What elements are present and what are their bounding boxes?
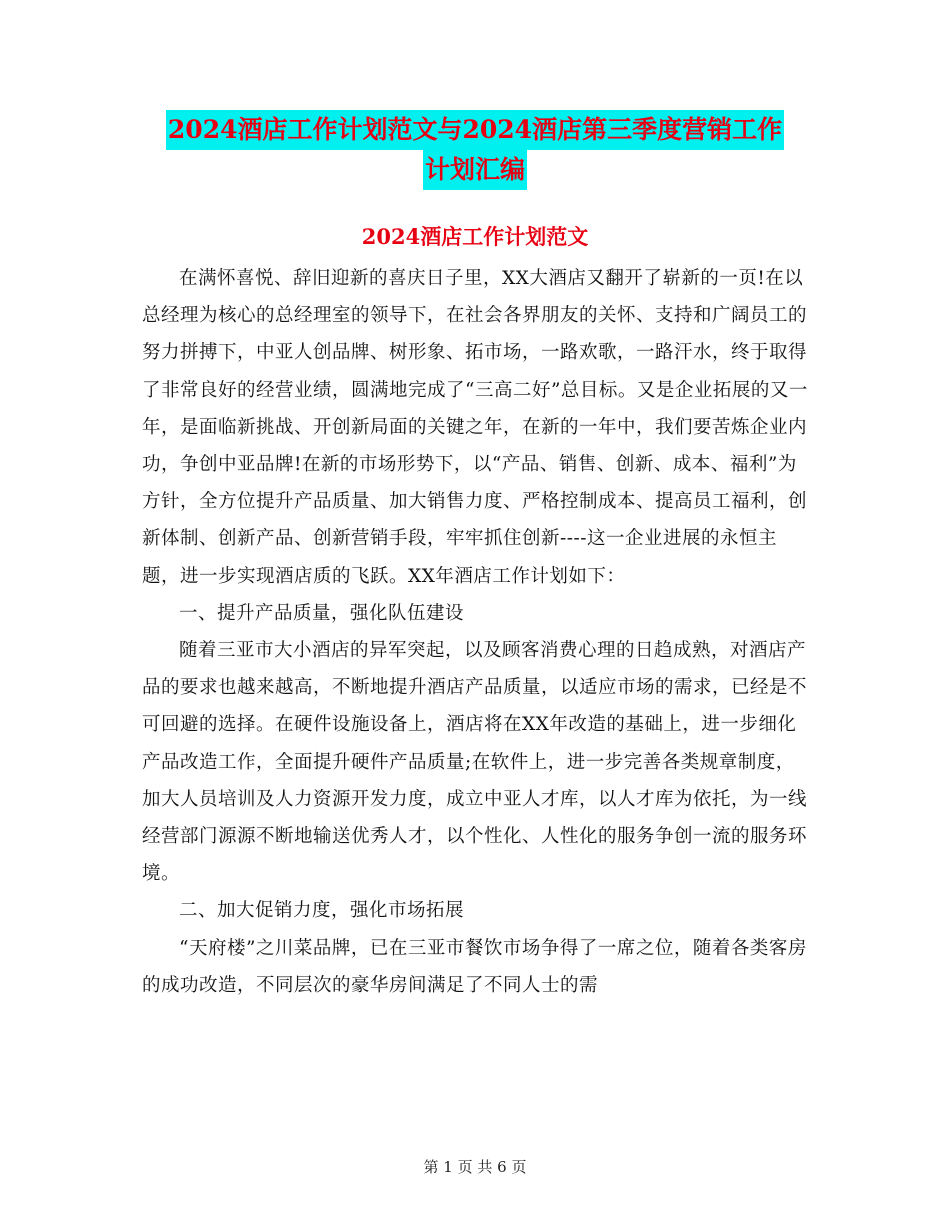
document-title [0,110,950,190]
document-title-line-1: 2024酒店工作计划范文与2024酒店第三季度营销工作 [166,110,784,150]
paragraph-intro: 在满怀喜悦、辞旧迎新的喜庆日子里，XX大酒店又翻开了崭新的一页!在以总经理为核心的总经理室的领导下，在社会各界朋友的关怀、支持和广阔员工的努力拼搏下，中亚人创品牌、树形象、拓市场，一路欢歌，一路汗水，终于取得了非常良好的经营业绩，圆满地完成了“三高二好”总目标。又是企业拓展的又一年，是面临新挑战、开创新局面的关键之年，在新的一年中，我们要苦炼企业内功，争创中亚品牌!在新的市场形势下，以“产品、销售、创新、成本、福利”为方针，全方位提升产品质量、加大销售力度、严格控制成本、提高员工福利，创新体制、创新产品、创新营销手段，牢牢抓住创新----这一企业进展的永恒主题，进一步实现酒店质的飞跃。XX年酒店工作计划如下： [142,268,808,587]
document-body [142,260,812,1004]
document-title-line-2: 计划汇编 [423,150,527,190]
heading-two: 二、加大促销力度，强化市场拓展 [179,900,465,922]
section-title: 2024酒店工作计划范文 [361,224,589,249]
page-number-footer: 第 1 页 共 6 页 [423,1158,527,1176]
paragraph-promotion: “天府楼”之川菜品牌，已在三亚市餐饮市场争得了一席之位，随着各类客房的成功改造，不同层次的豪华房间满足了不同人士的需 [142,937,807,996]
heading-one: 一、提升产品质量，强化队伍建设 [179,602,465,624]
paragraph-quality: 随着三亚市大小酒店的异军突起，以及顾客消费心理的日趋成熟，对酒店产品的要求也越来越高，不断地提升酒店产品质量，以适应市场的需求，已经是不可回避的选择。在硬件设施设备上，酒店将在XX年改造的基础上，进一步细化产品改造工作，全面提升硬件产品质量;在软件上，进一步完善各类规章制度，加大人员培训及人力资源开发力度，成立中亚人才库，以人才库为依托，为一线经营部门源源不断地输送优秀人才，以个性化、人性化的服务争创一流的服务环境。 [142,640,808,885]
